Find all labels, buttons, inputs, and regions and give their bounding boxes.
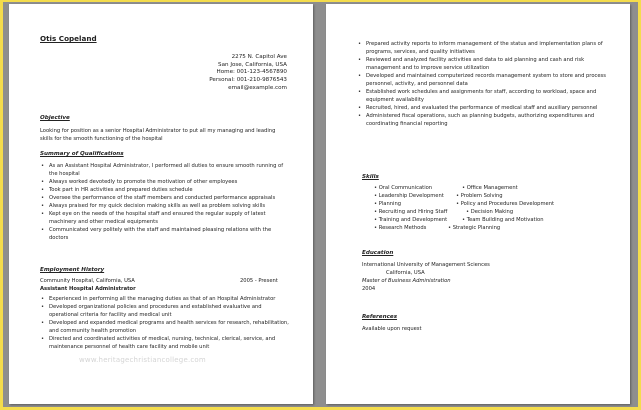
summary-heading: Summary of Qualifications xyxy=(40,151,124,157)
skill-item: • Problem Solving xyxy=(456,193,503,199)
list-item: • Prepared activity reports to inform management of the status and implementation plans of programs, services, and quality initiatives xyxy=(358,41,603,55)
list-item: • Always praised for my quick decision making skills as well as problem solving skills xyxy=(41,203,266,209)
graduation-year: 2004 xyxy=(362,286,376,292)
skill-item: • Office Management xyxy=(462,185,518,191)
list-item: • Reviewed and analyzed facility activities and data to aid planning and cash and risk management and to improve service utilization xyxy=(358,57,585,71)
list-item: • Took part in HR activities and prepared duties schedule xyxy=(41,187,193,193)
list-item: • Recruited, hired, and evaluated the performance of medical staff and auxiliary personnel xyxy=(358,105,598,111)
skill-item: • Team Building and Motivation xyxy=(462,217,544,223)
list-item: • Developed and expanded medical programs and health services for research, rehabilitation, and community health promotion xyxy=(41,320,289,334)
list-item: • Communicated very politely with the staff and maintained pleasing relations with the doctors xyxy=(41,227,272,241)
summary-list xyxy=(40,162,290,242)
skill-item: • Oral Communication xyxy=(374,185,433,191)
skills-heading: Skills xyxy=(362,174,379,180)
list-item: • Oversee the performance of the staff members and conducted performance appraisals xyxy=(41,195,276,201)
school-name: International University of Management Sciences xyxy=(362,262,490,268)
skill-item: • Leadership Development xyxy=(374,193,444,199)
list-item: • As an Assistant Hospital Administrator, I performed all duties to ensure smooth running of the hospital xyxy=(41,163,284,177)
home-phone: Home: 001-123-4567890 xyxy=(216,69,287,76)
skill-item: • Decision Making xyxy=(466,209,514,215)
employer-name: Community Hospital, California, USA xyxy=(40,278,135,284)
address-line-1: 2275 N. Capitol Ave xyxy=(231,54,287,60)
list-item: • Developed organizational policies and procedures and established evaluative and operational criteria for facility and medical unit xyxy=(41,304,262,318)
list-item: • Kept eye on the needs of the hospital staff and ensured the regular supply of latest machinery and other medical equipments xyxy=(41,211,266,225)
list-item: • Administered fiscal operations, such as planning budgets, authorizing expenditures and coordinating financial reporting xyxy=(358,113,595,127)
skill-item: • Recruiting and Hiring Staff xyxy=(374,209,448,215)
skill-item: • Training and Development xyxy=(374,217,448,223)
list-item: • Developed and maintained computerized records management system to store and process personnel, activity, and personnel data xyxy=(358,73,606,87)
objective-heading: Objective xyxy=(40,115,70,121)
objective-text: Looking for position as a senior Hospital Administrator to put all my managing and leading skills for the smooth functioning of the hospital xyxy=(40,128,276,142)
applicant-name: Otis Copeland xyxy=(40,34,97,43)
contact-block xyxy=(209,54,287,93)
skills-grid xyxy=(374,184,624,244)
skill-item: • Policy and Procedures Development xyxy=(456,201,555,207)
skill-item: • Planning xyxy=(374,201,402,207)
employment-list-continued xyxy=(357,40,609,128)
list-item: • Always worked devotedly to promote the motivation of other employees xyxy=(41,179,238,185)
employment-heading: Employment History xyxy=(40,267,105,273)
job-title: Assistant Hospital Administrator xyxy=(40,286,136,292)
list-item: • Experienced in performing all the managing duties as that of an Hospital Administrator xyxy=(41,296,276,302)
watermark-text: www.heritagechristiancollege.com xyxy=(79,356,206,364)
list-item: • Established work schedules and assignments for staff, according to workload, space and equipment availability xyxy=(358,89,597,103)
degree-name: Master of Business Administration xyxy=(362,278,451,284)
resume-page-2 xyxy=(326,4,630,404)
address-line-2: San Jose, California, USA xyxy=(218,61,287,68)
references-text: Available upon request xyxy=(362,326,422,332)
references-heading: References xyxy=(362,314,398,320)
email-address: email@example.com xyxy=(228,84,287,91)
employment-list xyxy=(40,295,290,351)
skill-item: • Strategic Planning xyxy=(448,225,501,231)
personal-phone: Personal: 001-210-9876543 xyxy=(209,77,287,84)
resume-page-1 xyxy=(9,4,313,404)
list-item: • Directed and coordinated activities of medical, nursing, technical, clerical, service, and maintenance personnel of health care facility and mobile unit xyxy=(41,336,276,350)
education-heading: Education xyxy=(362,250,394,256)
school-location: California, USA xyxy=(386,270,425,276)
skill-item: • Research Methods xyxy=(374,225,427,231)
employment-dates: 2005 - Present xyxy=(240,278,278,284)
